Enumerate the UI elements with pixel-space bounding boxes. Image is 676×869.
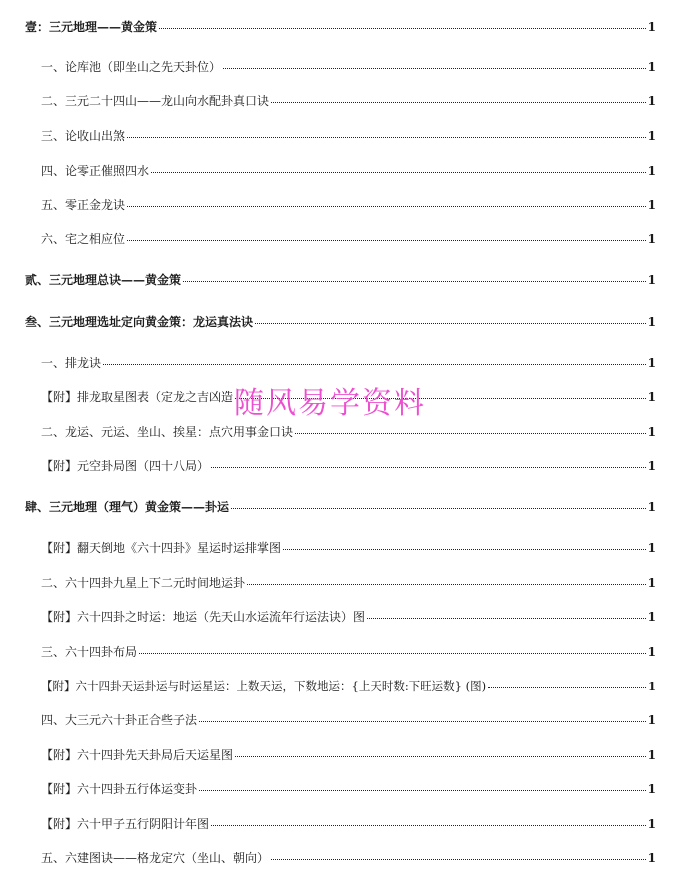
toc-page-number: 1 — [647, 679, 656, 693]
toc-subentry[interactable] — [41, 198, 656, 212]
toc-entry-title: 【附】六十四卦之时运：地运（先天山水运流年行运法诀）图 — [41, 610, 366, 624]
toc-entry-title: 【附】六十四卦先天卦局后天运星图 — [41, 748, 234, 762]
dot-leader — [247, 584, 646, 585]
toc-appendix-entry[interactable] — [41, 610, 656, 624]
toc-entry-title: 【附】元空卦局图（四十八局） — [41, 459, 210, 473]
toc-subentry[interactable] — [41, 713, 656, 727]
dot-leader — [231, 508, 646, 509]
toc-entry-title: 六、宅之相应位 — [41, 232, 126, 246]
toc-heading-4[interactable] — [25, 500, 656, 514]
toc-appendix-entry[interactable] — [41, 782, 656, 796]
toc-entry-title: 二、龙运、元运、坐山、挨星：点穴用事金口诀 — [41, 425, 294, 439]
toc-heading-2[interactable] — [25, 273, 656, 287]
dot-leader — [367, 618, 646, 619]
dot-leader — [139, 653, 646, 654]
dot-leader — [211, 825, 646, 826]
toc-page-number: 1 — [647, 748, 656, 762]
toc-page-number: 1 — [647, 94, 656, 108]
toc-page-number: 1 — [647, 645, 656, 659]
toc-subentry[interactable] — [41, 164, 656, 178]
toc-page-number: 1 — [647, 500, 656, 514]
toc-page-number: 1 — [647, 164, 656, 178]
toc-entry-title: 五、零正金龙诀 — [41, 198, 126, 212]
dot-leader — [183, 281, 646, 282]
dot-leader — [103, 364, 646, 365]
dot-leader — [199, 721, 646, 722]
toc-subentry[interactable] — [41, 60, 656, 74]
toc-subentry[interactable] — [41, 356, 656, 370]
toc-entry-title: 三、六十四卦布局 — [41, 645, 138, 659]
toc-page-number: 1 — [647, 356, 656, 370]
toc-appendix-entry[interactable] — [41, 748, 656, 762]
toc-subentry[interactable] — [41, 645, 656, 659]
dot-leader — [159, 28, 646, 29]
dot-leader — [235, 756, 646, 757]
dot-leader — [295, 433, 646, 434]
toc-entry-title: 一、排龙诀 — [41, 356, 102, 370]
toc-subentry[interactable] — [41, 129, 656, 143]
dot-leader — [283, 549, 646, 550]
dot-leader — [127, 206, 646, 207]
toc-page-number: 1 — [647, 315, 656, 329]
toc-page-number: 1 — [647, 541, 656, 555]
toc-entry-title: 叁、三元地理选址定向黄金策：龙运真法诀 — [25, 315, 254, 329]
toc-entry-title: 【附】六十四卦天运卦运与时运星运：上数天运，下数地运：{上天时数:下旺运数} (图) — [41, 679, 487, 693]
toc-page-number: 1 — [647, 851, 656, 865]
toc-page-number: 1 — [647, 459, 656, 473]
toc-entry-title: 【附】六十四卦五行体运变卦 — [41, 782, 198, 796]
toc-entry-title: 【附】六十甲子五行阴阳计年图 — [41, 817, 210, 831]
toc-subentry[interactable] — [41, 425, 656, 439]
toc-page-number: 1 — [647, 425, 656, 439]
toc-subentry[interactable] — [41, 576, 656, 590]
watermark-text: 随风易学资料 — [234, 386, 426, 421]
toc-page-number: 1 — [647, 713, 656, 727]
toc-entry-title: 【附】排龙取星图表（定龙之吉凶造 — [41, 390, 234, 404]
toc-entry-title: 【附】翻天倒地《六十四卦》星运时运排掌图 — [41, 541, 282, 555]
toc-page-number: 1 — [647, 60, 656, 74]
dot-leader — [199, 790, 646, 791]
toc-page-number: 1 — [647, 198, 656, 212]
dot-leader — [211, 467, 646, 468]
toc-entry-title: 四、大三元六十卦正合些子法 — [41, 713, 198, 727]
toc-page-number: 1 — [647, 232, 656, 246]
toc-heading-1[interactable] — [25, 20, 656, 34]
toc-entry-title: 一、论库池（即坐山之先天卦位） — [41, 60, 222, 74]
toc-entry-title: 三、论收山出煞 — [41, 129, 126, 143]
dot-leader — [255, 323, 646, 324]
toc-page-number: 1 — [647, 576, 656, 590]
toc-entry-title: 二、三元二十四山——龙山向水配卦真口诀 — [41, 94, 270, 108]
toc-page-number: 1 — [647, 20, 656, 34]
dot-leader — [488, 687, 646, 688]
toc-entry-title: 壹：三元地理——黄金策 — [25, 20, 158, 34]
toc-appendix-entry[interactable] — [41, 459, 656, 473]
dot-leader — [127, 137, 646, 138]
dot-leader — [223, 68, 646, 69]
dot-leader — [127, 240, 646, 241]
toc-page-number: 1 — [647, 610, 656, 624]
toc-page-number: 1 — [647, 817, 656, 831]
toc-appendix-entry[interactable] — [41, 679, 656, 693]
toc-appendix-entry[interactable] — [41, 817, 656, 831]
toc-entry-title: 五、六建图诀——格龙定穴（坐山、朝向） — [41, 851, 270, 865]
toc-subentry[interactable] — [41, 232, 656, 246]
dot-leader — [271, 859, 646, 860]
toc-page-number: 1 — [647, 782, 656, 796]
dot-leader — [271, 102, 646, 103]
toc-heading-3[interactable] — [25, 315, 656, 329]
toc-entry-title: 二、六十四卦九星上下二元时间地运卦 — [41, 576, 246, 590]
toc-entry-title: 四、论零正催照四水 — [41, 164, 150, 178]
toc-appendix-entry[interactable] — [41, 541, 656, 555]
toc-entry-title: 贰、三元地理总诀——黄金策 — [25, 273, 182, 287]
toc-subentry[interactable] — [41, 851, 656, 865]
toc-page-number: 1 — [647, 273, 656, 287]
toc-page-number: 1 — [647, 129, 656, 143]
toc-subentry[interactable] — [41, 94, 656, 108]
dot-leader — [151, 172, 646, 173]
toc-page-number: 1 — [647, 390, 656, 404]
toc-entry-title: 肆、三元地理（理气）黄金策——卦运 — [25, 500, 230, 514]
